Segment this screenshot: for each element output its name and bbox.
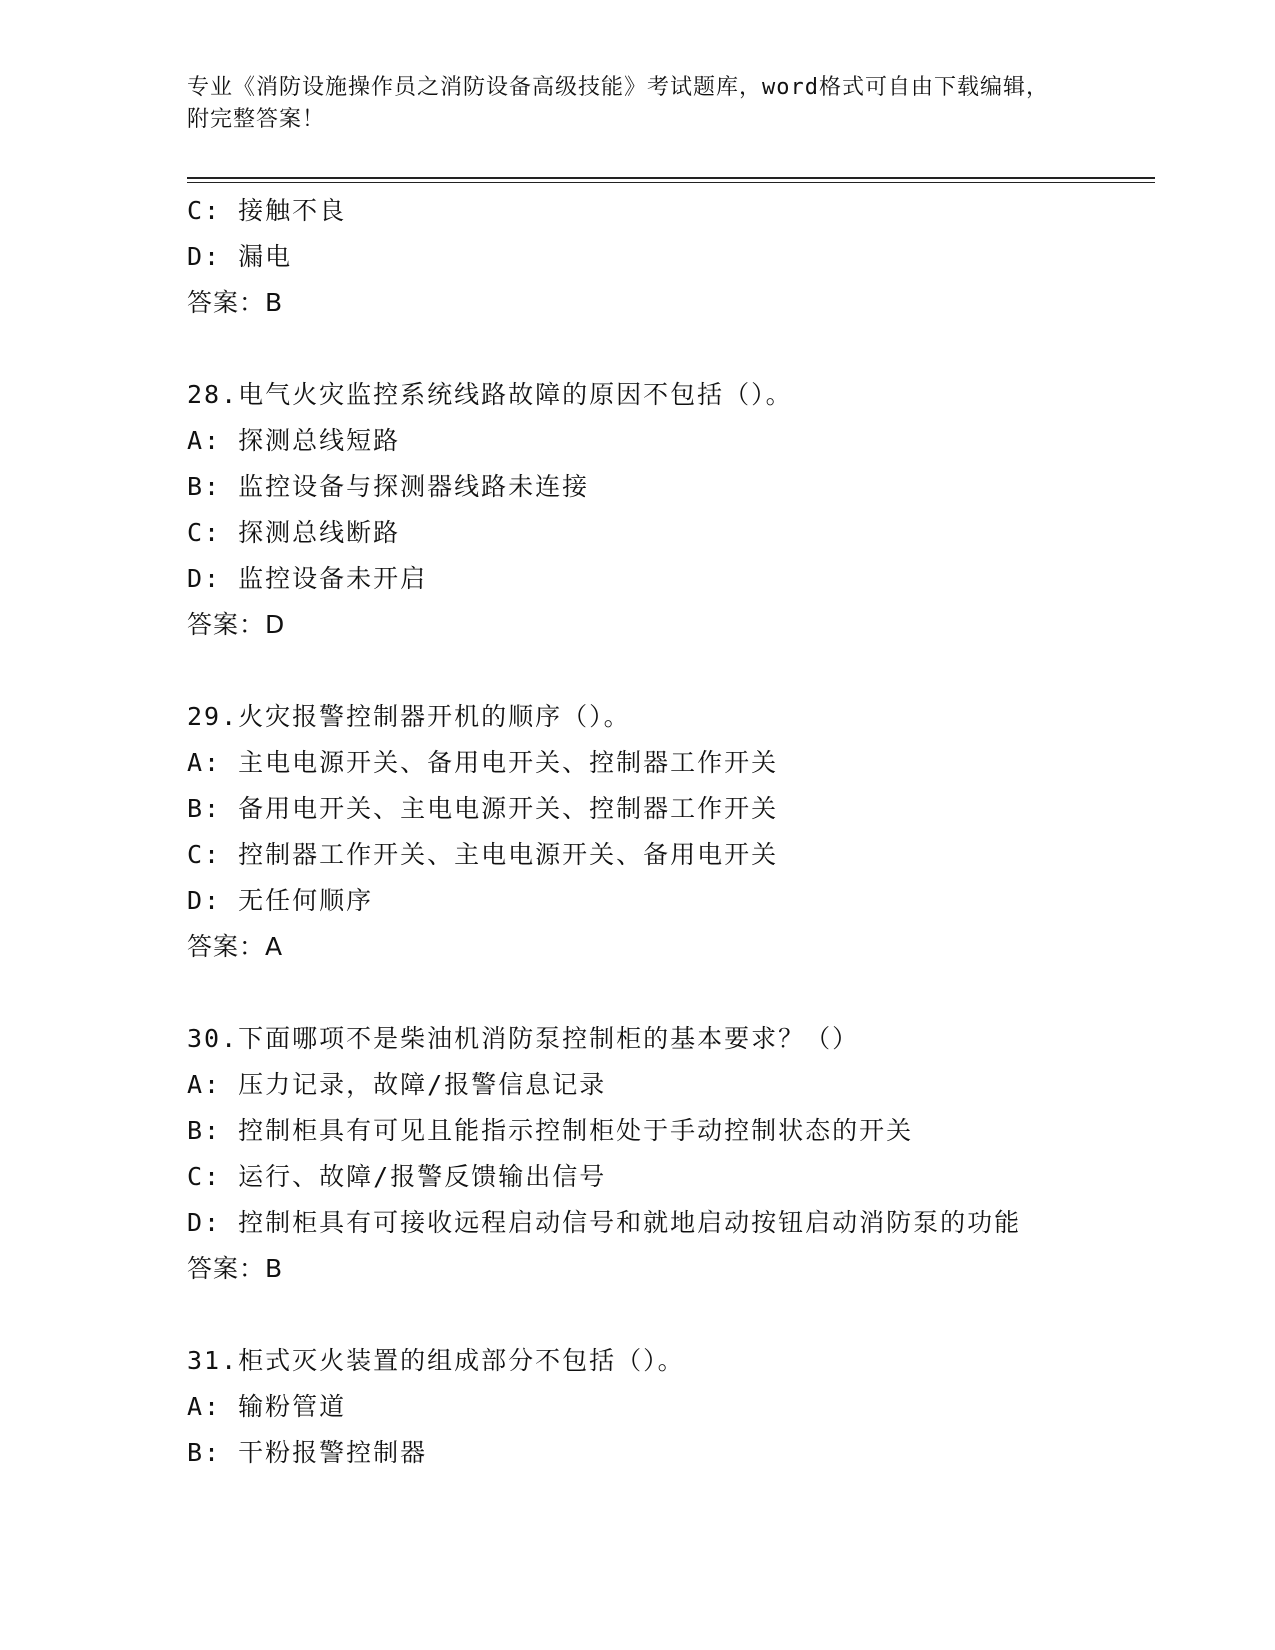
document-header: 专业《消防设施操作员之消防设备高级技能》考试题库，word格式可自由下载编辑，附完整答案！ (187, 75, 1049, 132)
option-a (187, 740, 1155, 786)
spacer (187, 648, 1155, 694)
option-label: B: (187, 794, 222, 823)
option-a (187, 418, 1155, 464)
option-text: 控制柜具有可接收远程启动信号和就地启动按钮启动消防泵的功能 (238, 1208, 1022, 1237)
option-text: 监控设备未开启 (238, 564, 428, 593)
option-label: B: (187, 1438, 222, 1467)
option-text: 运行、故障/报警反馈输出信号 (238, 1162, 607, 1191)
option-label: A: (187, 1392, 222, 1421)
option-text: 输粉管道 (238, 1392, 347, 1421)
option-label: B: (187, 1116, 222, 1145)
option-label: C: (187, 518, 222, 547)
answer-line: 答案：B (187, 1254, 284, 1283)
option-label: A: (187, 748, 222, 777)
spacer (187, 326, 1155, 372)
spacer (187, 1292, 1155, 1338)
question-stem: 31.柜式灭火装置的组成部分不包括（）。 (187, 1346, 685, 1375)
option-a (187, 1062, 1155, 1108)
question-stem: 28.电气火灾监控系统线路故障的原因不包括（）。 (187, 380, 793, 409)
option-c (187, 188, 1155, 234)
option-label: D: (187, 886, 222, 915)
option-label: C: (187, 196, 222, 225)
option-d (187, 234, 1155, 280)
header-divider (187, 177, 1155, 183)
option-text: 探测总线短路 (238, 426, 401, 455)
option-label: C: (187, 840, 222, 869)
option-label: C: (187, 1162, 222, 1191)
option-text: 探测总线断路 (238, 518, 401, 547)
option-text: 干粉报警控制器 (238, 1438, 428, 1467)
option-text: 主电电源开关、备用电开关、控制器工作开关 (238, 748, 779, 777)
option-b (187, 464, 1155, 510)
option-a (187, 1384, 1155, 1430)
answer-line: 答案：A (187, 932, 284, 961)
option-text: 压力记录，故障/报警信息记录 (238, 1070, 607, 1099)
option-b (187, 786, 1155, 832)
option-text: 接触不良 (238, 196, 347, 225)
question-content (187, 188, 1155, 1476)
question-stem: 29.火灾报警控制器开机的顺序（）。 (187, 702, 631, 731)
option-c (187, 832, 1155, 878)
option-c (187, 510, 1155, 556)
option-text: 备用电开关、主电电源开关、控制器工作开关 (238, 794, 779, 823)
option-label: D: (187, 1208, 222, 1237)
answer-line: 答案：D (187, 610, 286, 639)
option-d (187, 1200, 1155, 1246)
option-label: A: (187, 426, 222, 455)
option-b (187, 1108, 1155, 1154)
option-text: 无任何顺序 (238, 886, 374, 915)
option-label: A: (187, 1070, 222, 1099)
option-label: D: (187, 242, 222, 271)
spacer (187, 970, 1155, 1016)
question-stem: 30.下面哪项不是柴油机消防泵控制柜的基本要求？（） (187, 1024, 860, 1053)
option-d (187, 556, 1155, 602)
option-c (187, 1154, 1155, 1200)
option-text: 控制柜具有可见且能指示控制柜处于手动控制状态的开关 (238, 1116, 914, 1145)
option-d (187, 878, 1155, 924)
option-label: D: (187, 564, 222, 593)
option-b (187, 1430, 1155, 1476)
option-text: 漏电 (238, 242, 293, 271)
option-text: 控制器工作开关、主电电源开关、备用电开关 (238, 840, 779, 869)
option-text: 监控设备与探测器线路未连接 (238, 472, 590, 501)
option-label: B: (187, 472, 222, 501)
answer-line: 答案：B (187, 288, 284, 317)
